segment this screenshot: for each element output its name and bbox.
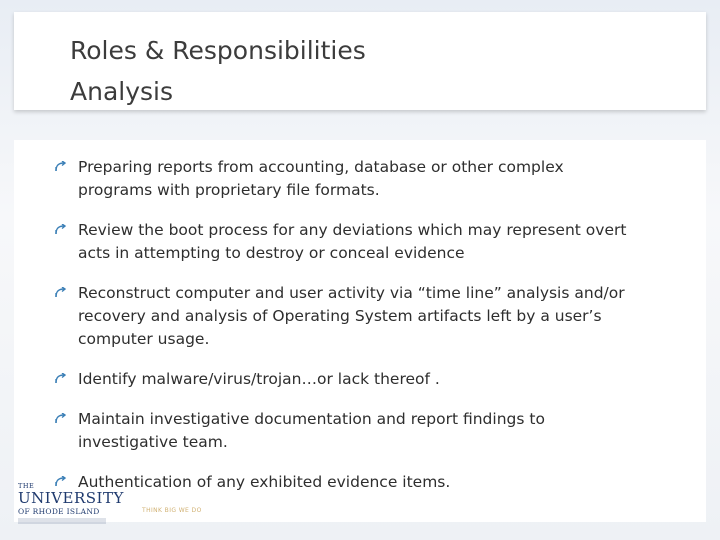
logo-bar [18, 518, 106, 524]
title-line-2: Analysis [70, 77, 174, 106]
slide-title [70, 30, 630, 112]
logo-the: THE [18, 482, 35, 490]
curved-arrow-icon [54, 161, 68, 173]
bullet-text: Review the boot process for any deviations which may represent overt acts in attempting to destroy or conceal evidence [78, 221, 627, 262]
logo-university: UNIVERSITY [18, 489, 124, 507]
curved-arrow-icon [54, 224, 68, 236]
content-area [14, 140, 706, 522]
title-line-1: Roles & Responsibilities [70, 36, 366, 65]
bullet-text: Reconstruct computer and user activity via “time line” analysis and/or recovery and analysis of Operating System artifacts left by a user’s computer usage. [78, 284, 625, 348]
university-logo [18, 478, 228, 526]
title-box [14, 12, 706, 110]
bullet-item [78, 368, 638, 391]
bullet-item [78, 156, 638, 202]
bullet-item [78, 282, 638, 351]
curved-arrow-icon [54, 287, 68, 299]
curved-arrow-icon [54, 413, 68, 425]
bullet-text: Authentication of any exhibited evidence items. [78, 473, 451, 491]
bullet-text: Preparing reports from accounting, database or other complex programs with proprietary file formats. [78, 158, 564, 199]
bullet-text: Maintain investigative documentation and report findings to investigative team. [78, 410, 545, 451]
bullet-item [78, 219, 638, 265]
bullet-text: Identify malware/virus/trojan…or lack thereof . [78, 370, 440, 388]
bullet-item [78, 408, 638, 454]
logo-tagline: THINK BIG WE DO [142, 507, 202, 514]
curved-arrow-icon [54, 373, 68, 385]
logo-state: OF RHODE ISLAND [18, 507, 100, 516]
